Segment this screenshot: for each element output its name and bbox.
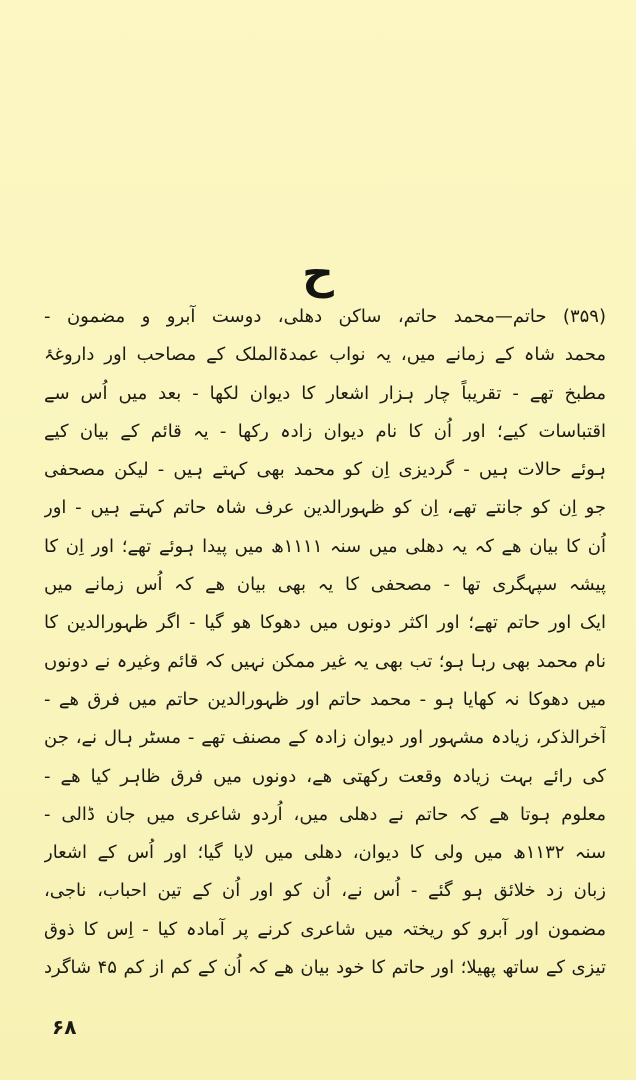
text-line: تیزی کے ساتھ پھیلا؛ اور حاتم کا خود بیان ھے کہ اُن کے کم از کم ۴۵ شاگرد [44,957,606,979]
text-line: سنہ ۱۱۳۲ھ میں ولی کا دیوان، دھلی میں لایا گیا؛ اور اُس کے اشعار [44,842,606,864]
text-line: پیشہ سپہگری تھا - مصحفی کا یہ بھی بیان ھے کہ اُس زمانے میں [44,574,606,596]
text-line: معلوم ہوتا ھے کہ حاتم نے دھلی میں، اُردو شاعری میں جان ڈالی - [44,803,606,825]
section-heading-letter: ح [302,248,334,299]
text-line: اقتباسات کیے؛ اور اُن کا نام دیوان زادہ رکھا - یہ قائم کے بیان کیے [44,420,606,442]
text-line: کی رائے بہت زیادہ وقعت رکھتی ھے، دونوں میں فرق ظاہر کیا ھے - [44,765,606,787]
text-line: زبان زد خلائق ہو گئے - اُس نے، اُن کو اور اُن کے تین احباب، ناجی، [44,880,606,902]
text-line: (۳۵۹) حاتم—محمد حاتم، ساکن دھلی، دوست آبرو و مضمون - [44,306,606,327]
page-number: ۶۸ [52,1015,77,1039]
text-line: مطبخ تھے - تقریباً چار ہزار اشعار کا دیوان لکھا - بعد میں اُس سے [44,382,606,404]
text-line: جو اِن کو جانتے تھے، اِن کو ظہورالدین عرف شاہ حاتم کہتے ہیں - اور [44,497,606,519]
text-line: محمد شاہ کے زمانے میں، یہ نواب عمدۃالملک کے مصاحب اور داروغۂ [44,344,606,366]
text-line: آخرالذکر، زیادہ مشہور اور دیوان زادہ کے مصنف تھے - مسٹر ہال نے، جن [44,727,606,749]
text-line: نام محمد بھی رہا ہو؛ تب بھی یہ غیر ممکن نہیں کہ قائم وغیرہ نے دونوں [44,650,606,672]
text-line: اُن کا بیان ھے کہ یہ دھلی میں سنہ ۱۱۱۱ھ میں پیدا ہوئے تھے؛ اور اِن کا [44,535,606,557]
text-line: میں دھوکا نہ کھایا ہو - محمد حاتم اور ظہورالدین حاتم میں فرق ھے - [44,688,606,710]
body-text [44,298,606,987]
text-line: ایک اور حاتم تھے؛ اور اکثر دونوں میں دھوکا ھو گیا - اگر ظہورالدین کا [44,612,606,634]
text-line: ہوئے حالات ہیں - گردیزی اِن کو محمد بھی کہتے ہیں - لیکن مصحفی [44,459,606,481]
text-line: مضمون اور آبرو کو ریختہ میں شاعری کرنے پر آمادہ کیا - اِس کا ذوق [44,918,606,940]
